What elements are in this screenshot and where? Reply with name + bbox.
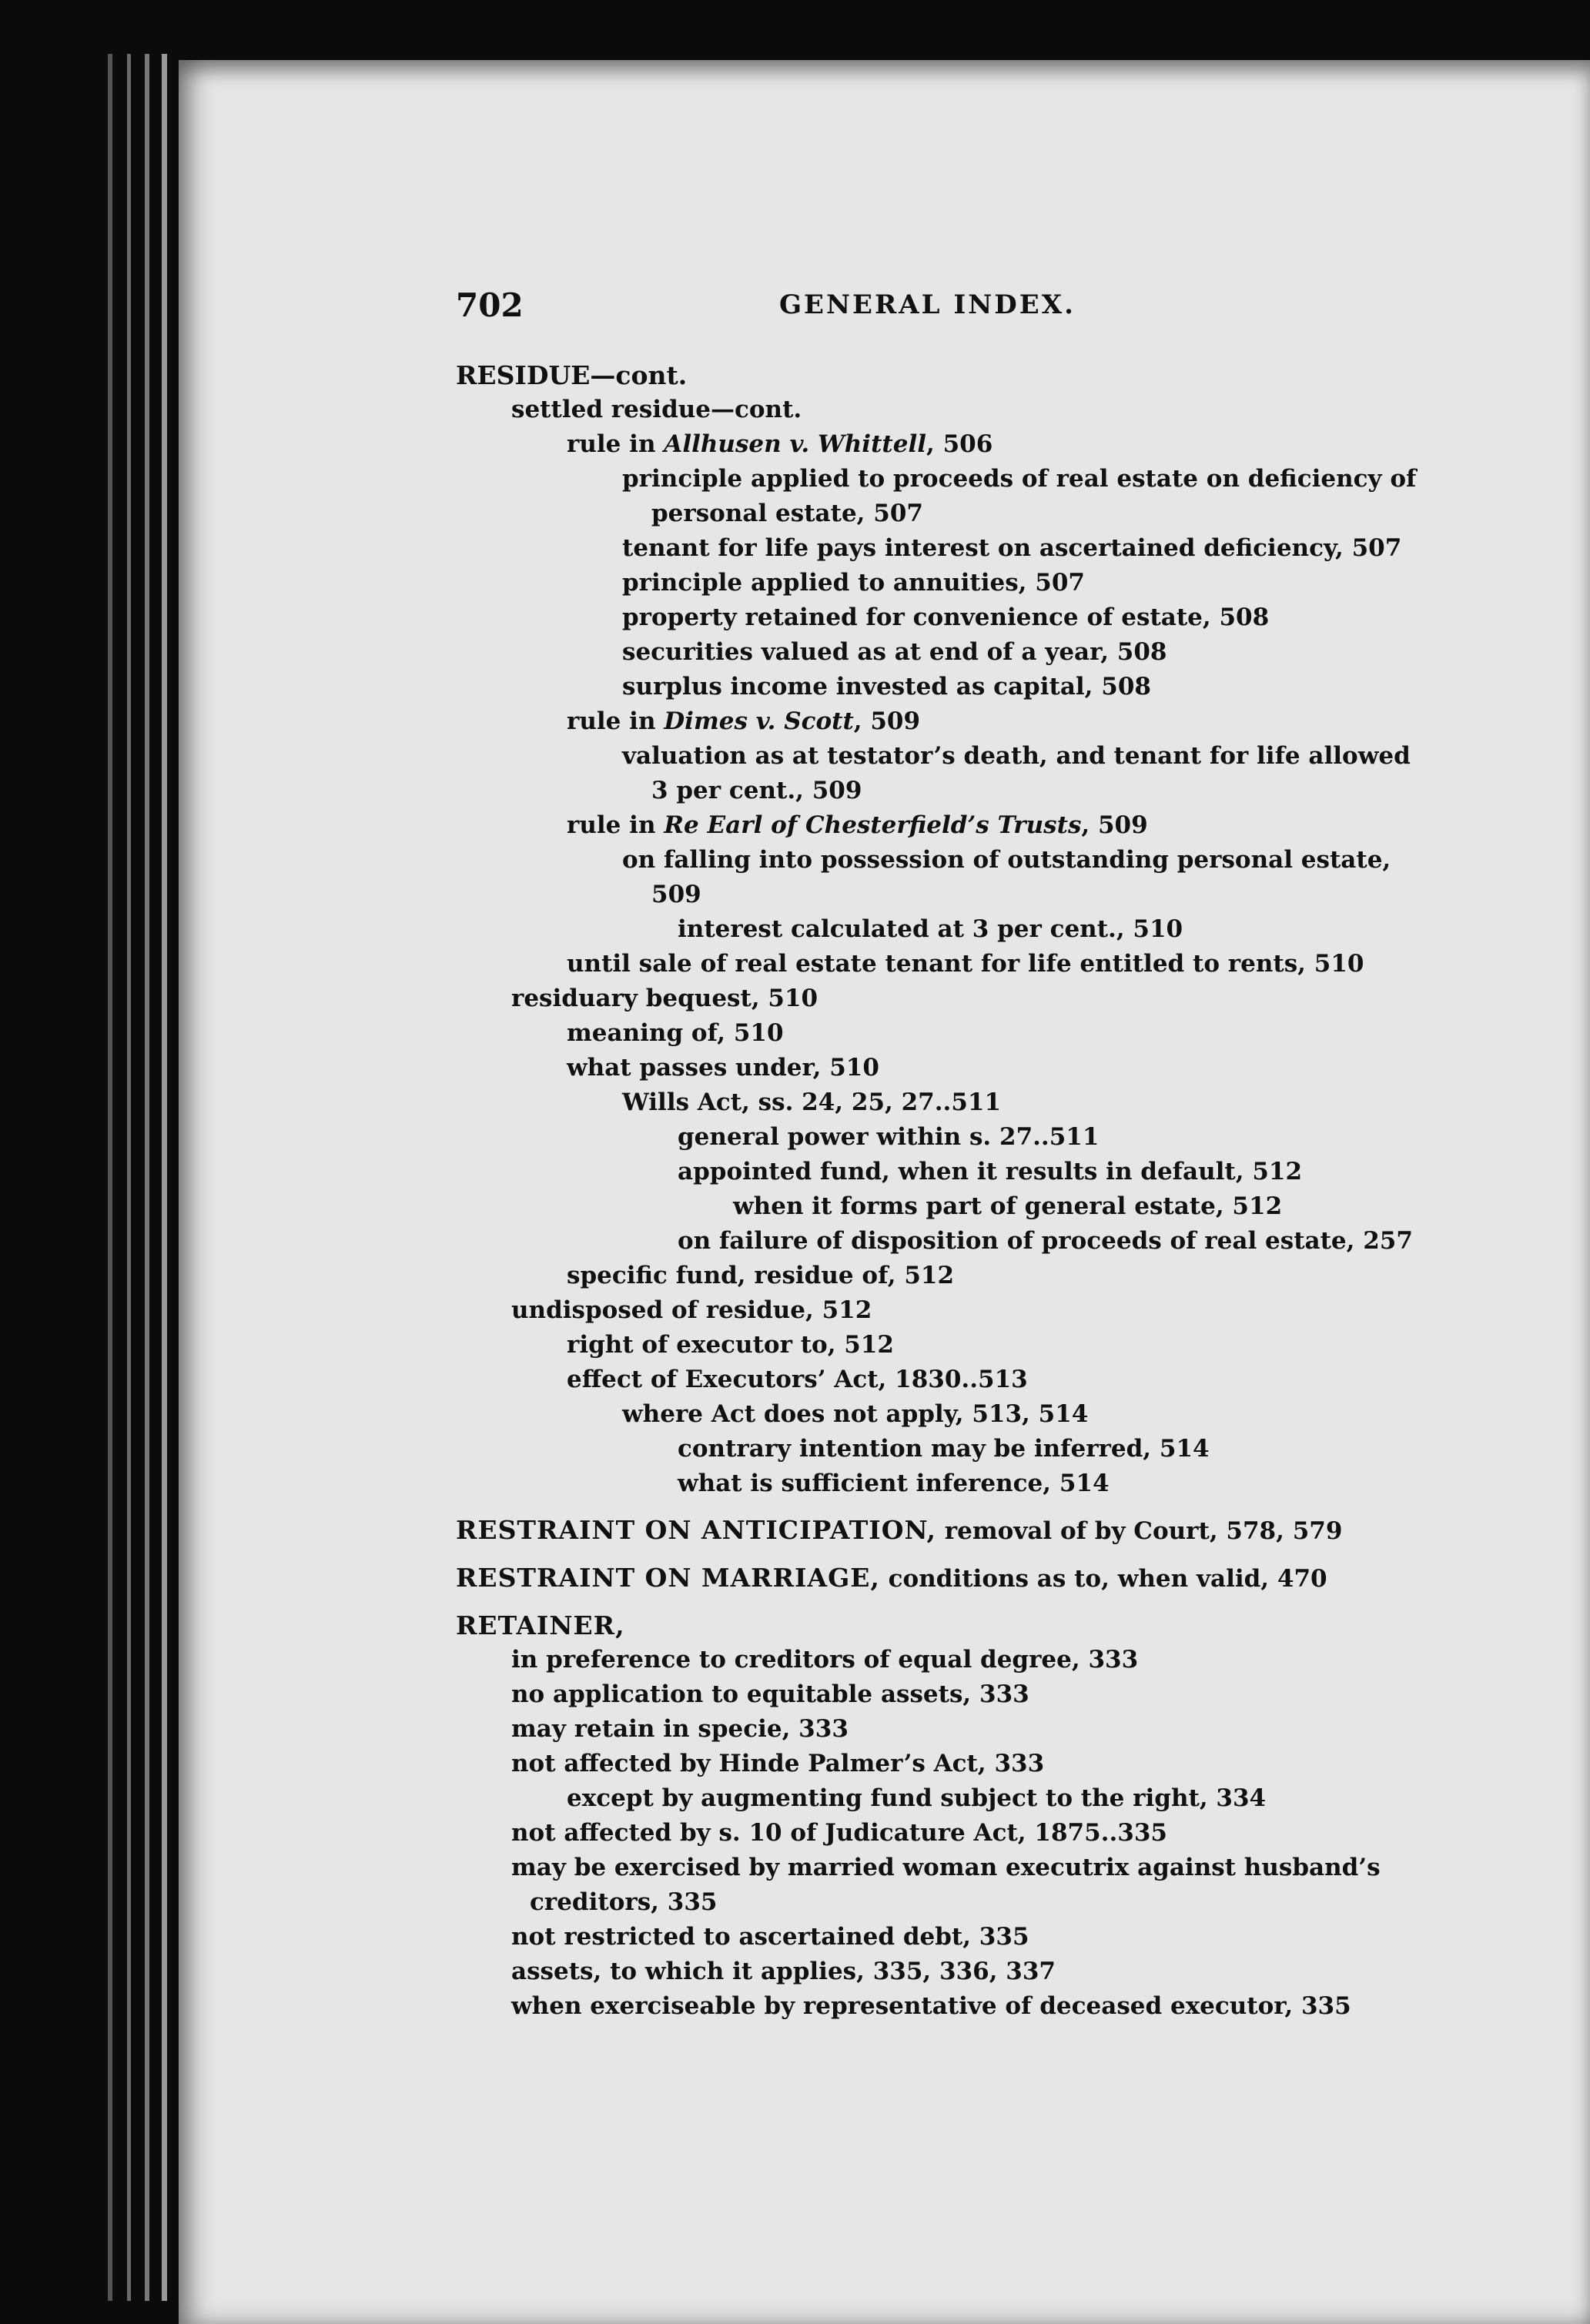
index-entry: appointed fund, when it results in default, 512: [678, 1158, 1303, 1185]
index-entry: until sale of real estate tenant for life entitled to rents, 510: [567, 950, 1364, 978]
index-entry: Wills Act, ss. 24, 25, 27..511: [622, 1088, 1002, 1116]
page-header: [456, 286, 1364, 333]
index-entry: meaning of, 510: [567, 1019, 784, 1047]
index-entry: principle applied to annuities, 507: [622, 569, 1085, 597]
index-entry: rule in Re Earl of Chesterfield’s Trusts, 509: [567, 811, 1148, 839]
index-entry: valuation as at testator’s death, and tenant for life allowed: [622, 742, 1411, 770]
index-entry: contrary intention may be inferred, 514: [678, 1435, 1210, 1463]
index-entry: not affected by Hinde Palmer’s Act, 333: [511, 1750, 1045, 1777]
index-entry: assets, to which it applies, 335, 336, 337: [511, 1958, 1056, 1985]
index-entry-continuation: personal estate, 507: [651, 500, 923, 527]
index-entry: may retain in specie, 333: [511, 1715, 849, 1743]
film-edge-1: [108, 54, 112, 2301]
index-entry: right of executor to, 512: [567, 1331, 894, 1359]
film-edge-2: [127, 54, 131, 2301]
index-entry: undisposed of residue, 512: [511, 1296, 872, 1324]
index-heading-residue: RESIDUE—cont.: [456, 360, 688, 390]
index-entry: on falling into possession of outstanding personal estate,: [622, 846, 1391, 874]
index-entry: when exerciseable by representative of deceased executor, 335: [511, 1992, 1351, 2020]
index-entry: where Act does not apply, 513, 514: [622, 1400, 1089, 1428]
index-heading-retainer: RETAINER,: [456, 1610, 625, 1640]
index-entry: securities valued as at end of a year, 508: [622, 638, 1167, 666]
index-entry-continuation: creditors, 335: [530, 1888, 718, 1916]
index-entry: tenant for life pays interest on ascertained deficiency, 507: [622, 534, 1402, 562]
index-entry: specific fund, residue of, 512: [567, 1262, 955, 1289]
index-entry: except by augmenting fund subject to the right, 334: [567, 1784, 1267, 1812]
index-entry: not affected by s. 10 of Judicature Act, 1875..335: [511, 1819, 1167, 1847]
film-edge-3: [145, 54, 149, 2301]
page-number: 702: [456, 286, 524, 324]
index-entry: property retained for convenience of estate, 508: [622, 604, 1270, 631]
index-entry: may be exercised by married woman executrix against husband’s: [511, 1854, 1381, 1881]
index-entry: not restricted to ascertained debt, 335: [511, 1923, 1029, 1951]
index-entry: on failure of disposition of proceeds of real estate, 257: [678, 1227, 1413, 1255]
index-entry: surplus income invested as capital, 508: [622, 673, 1151, 701]
index-entry: rule in Allhusen v. Whittell, 506: [567, 430, 993, 458]
index-heading-restraint-anticipation: RESTRAINT ON ANTICIPATION, removal of by Court, 578, 579: [456, 1515, 1343, 1545]
index-entry-continuation: 509: [651, 881, 701, 908]
index-entry: rule in Dimes v. Scott, 509: [567, 707, 921, 735]
index-entry: what is sufficient inference, 514: [678, 1470, 1110, 1497]
film-edge-4: [162, 54, 167, 2301]
index-entry: settled residue—cont.: [511, 396, 802, 423]
running-head: GENERAL INDEX.: [779, 289, 1076, 320]
index-entry: effect of Executors’ Act, 1830..513: [567, 1366, 1028, 1393]
index-entry: general power within s. 27..511: [678, 1123, 1100, 1151]
index-entry: principle applied to proceeds of real estate on deficiency of: [622, 465, 1417, 493]
index-entry-continuation: 3 per cent., 509: [651, 777, 862, 804]
index-entry: no application to equitable assets, 333: [511, 1680, 1029, 1708]
index-entry: in preference to creditors of equal degree, 333: [511, 1646, 1139, 1674]
index-entry: when it forms part of general estate, 512: [733, 1192, 1283, 1220]
index-entry: what passes under, 510: [567, 1054, 879, 1082]
index-entry: interest calculated at 3 per cent., 510: [678, 915, 1183, 943]
index-entry: residuary bequest, 510: [511, 985, 818, 1012]
index-heading-restraint-marriage: RESTRAINT ON MARRIAGE, conditions as to, when valid, 470: [456, 1563, 1327, 1593]
